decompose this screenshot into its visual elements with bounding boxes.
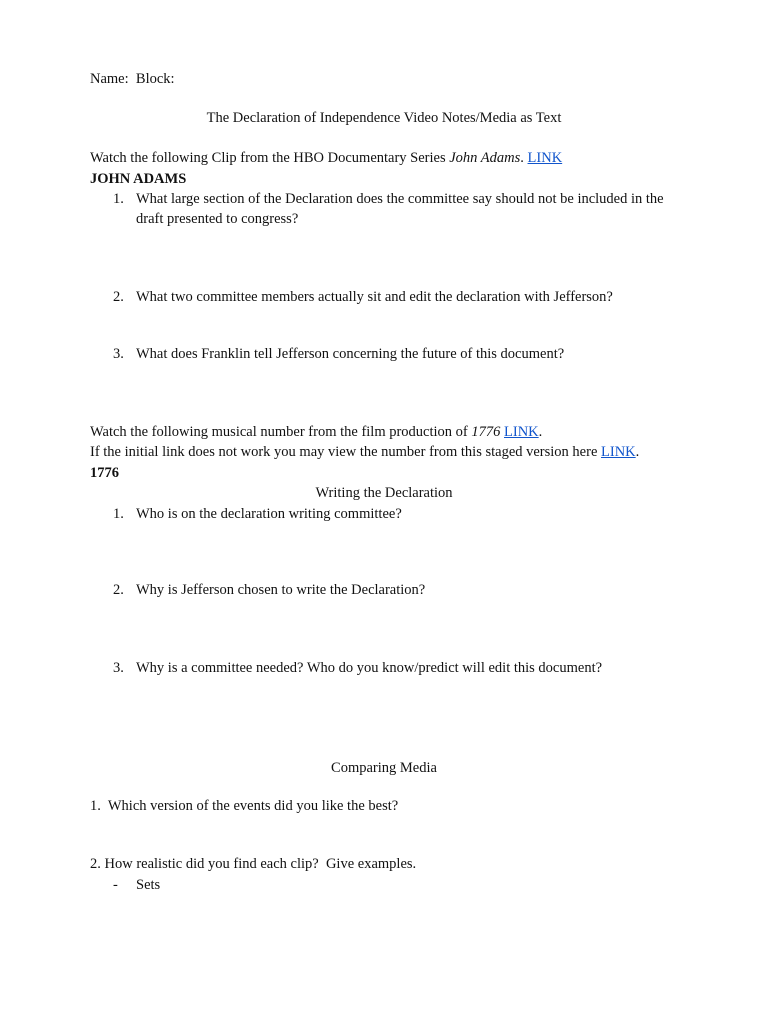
s1-q2-text: What two committee members actually sit and edit the declaration with Jefferson? <box>136 289 613 305</box>
s1-q1-text: What large section of the Declaration does the committee say should not be included in the draft presented to congress? <box>136 191 664 227</box>
section1-intro-title: John Adams <box>449 150 521 166</box>
s1-q2-number: 2. <box>113 289 124 305</box>
s2-q2-text: Why is Jefferson chosen to write the Declaration? <box>136 582 426 598</box>
section2-intro <box>90 422 542 442</box>
section2-subheading: Writing the Declaration <box>315 485 453 501</box>
s2-q1-text: Who is on the declaration writing committee? <box>136 506 402 522</box>
block-label: Block: <box>135 71 175 87</box>
section2-intro-title: 1776 <box>471 424 501 440</box>
section3-heading: Comparing Media <box>331 760 437 776</box>
section1-intro-prefix: Watch the following Clip from the HBO Documentary Series <box>90 150 450 166</box>
bullet-marker: - <box>113 877 118 893</box>
staged-version-link[interactable]: LINK <box>601 444 636 460</box>
section2-alt-suffix: . <box>635 444 640 460</box>
s1-q3-number: 3. <box>113 346 124 362</box>
film-1776-link[interactable]: LINK <box>504 424 539 440</box>
section3-q1: 1. Which version of the events did you like the best? <box>90 798 399 814</box>
section1-intro <box>90 148 562 168</box>
s1-q3-text: What does Franklin tell Jefferson concerning the future of this document? <box>136 346 565 362</box>
name-block-line <box>90 69 175 89</box>
s2-q1-number: 1. <box>113 506 124 522</box>
section1-heading: JOHN ADAMS <box>90 171 187 187</box>
s2-q2-number: 2. <box>113 582 124 598</box>
section2-heading: 1776 <box>90 465 119 481</box>
section2-intro-suffix: . <box>538 424 543 440</box>
s1-q1-number: 1. <box>113 191 124 207</box>
page-title: The Declaration of Independence Video Notes/Media as Text <box>206 110 562 126</box>
john-adams-link[interactable]: LINK <box>527 150 563 166</box>
s2-q3-text: Why is a committee needed? Who do you know/predict will edit this document? <box>136 660 603 676</box>
bullet-sets: Sets <box>136 877 161 893</box>
section2-alt-prefix: If the initial link does not work you may view the number from this staged version here <box>90 444 602 460</box>
section1-intro-suffix: . <box>520 150 524 166</box>
section3-q2: 2. How realistic did you find each clip? Give examples. <box>90 856 417 872</box>
section2-alt-line <box>90 442 639 462</box>
section2-intro-prefix: Watch the following musical number from the film production of <box>90 424 472 440</box>
name-label: Name: <box>90 71 129 87</box>
s2-q3-number: 3. <box>113 660 124 676</box>
